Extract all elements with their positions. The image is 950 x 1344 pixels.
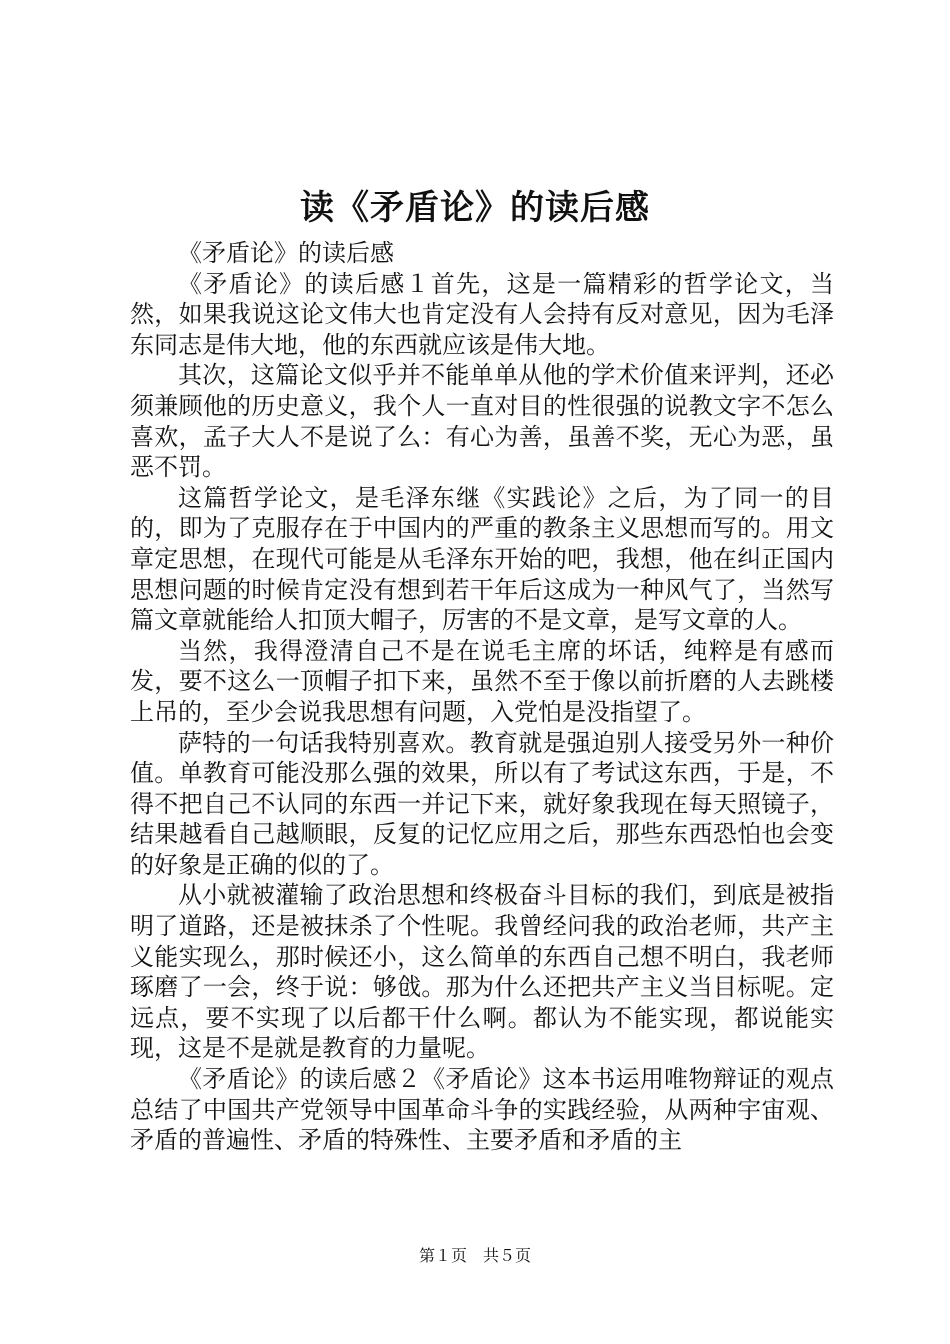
paragraph: 当然，我得澄清自己不是在说毛主席的坏话，纯粹是有感而发，要不这么一顶帽子扣下来，虽然不至于像以前折磨的人去跳楼上吊的，至少会说我思想有问题，入党怕是没指望了。	[130, 636, 834, 726]
paragraph: 萨特的一句话我特别喜欢。教育就是强迫别人接受另外一种价值。单教育可能没那么强的效果，所以有了考试这东西，于是，不得不把自己不认同的东西一并记下来，就好象我现在每天照镜子，结果越看自己越顺眼，反复的记忆应用之后，那些东西恐怕也会变的好象是正确的似的了。	[130, 728, 834, 879]
document-body	[130, 238, 834, 1156]
paragraph: 从小就被灌输了政治思想和终极奋斗目标的我们，到底是被指明了道路，还是被抹杀了个性呢。我曾经问我的政治老师，共产主义能实现么，那时候还小，这么简单的东西自己想不明白，我老师琢磨了一会，终于说：够戗。那为什么还把共产主义当目标呢。定远点，要不实现了以后都干什么啊。都认为不能实现，都说能实现，这是不是就是教育的力量呢。	[130, 881, 834, 1063]
paragraph: 这篇哲学论文，是毛泽东继《实践论》之后，为了同一的目的，即为了克服存在于中国内的严重的教条主义思想而写的。用文章定思想，在现代可能是从毛泽东开始的吧，我想，他在纠正国内思想问题的时候肯定没有想到若干年后这成为一种风气了，当然写篇文章就能给人扣顶大帽子，厉害的不是文章，是写文章的人。	[130, 483, 834, 635]
paragraph-subtitle: 《矛盾论》的读后感	[178, 239, 394, 267]
paragraph: 《矛盾论》的读后感２《矛盾论》这本书运用唯物辩证的观点总结了中国共产党领导中国革命斗争的实践经验，从两种宇宙观、矛盾的普遍性、矛盾的特殊性、主要矛盾和矛盾的主	[130, 1065, 834, 1155]
document-title: 读《矛盾论》的读后感	[300, 188, 650, 228]
paragraph: 其次，这篇论文似乎并不能单单从他的学术价值来评判，还必须兼顾他的历史意义，我个人一直对目的性很强的说教文字不怎么喜欢，孟子大人不是说了么：有心为善，虽善不奖，无心为恶，虽恶不罚。	[130, 361, 834, 482]
paragraph: 《矛盾论》的读后感１首先，这是一篇精彩的哲学论文，当然，如果我说这论文伟大也肯定没有人会持有反对意见，因为毛泽东同志是伟大地，他的东西就应该是伟大地。	[130, 269, 834, 359]
page-footer: 第１页 共５页	[418, 1246, 531, 1265]
